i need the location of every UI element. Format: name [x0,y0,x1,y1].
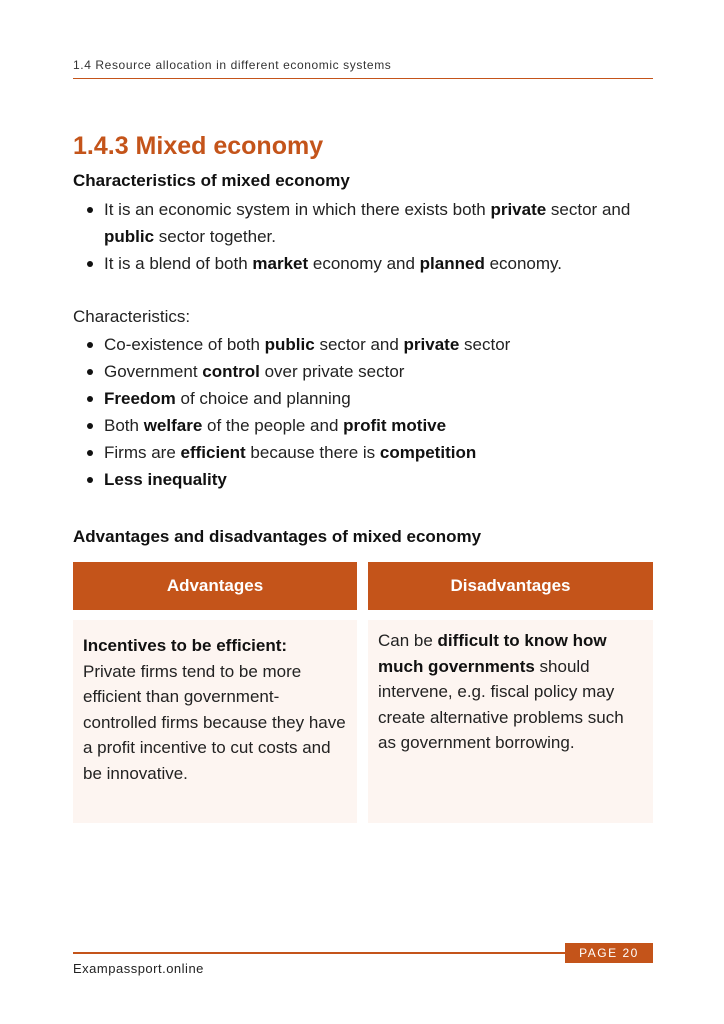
list-item: It is a blend of both market economy and planned economy. [84,250,674,277]
list-item: Government control over private sector [84,358,664,385]
section-title: 1.4.3 Mixed economy [73,132,324,160]
page-number-badge: PAGE 20 [565,943,653,963]
definition-list [84,196,674,277]
footer-site: Exampassport.online [73,961,204,976]
running-header: 1.4 Resource allocation in different economic systems [73,58,392,72]
list-item: Firms are efficient because there is competition [84,439,664,466]
disadvantages-column-header: Disadvantages [368,562,653,610]
list-item: Co-existence of both public sector and private sector [84,331,664,358]
advantages-column-header: Advantages [73,562,357,610]
header-divider [73,78,653,79]
advantage-text: Private firms tend to be more efficient than government-controlled firms because they have a profit incentive to cut costs and be innovative. [83,661,346,783]
characteristics-heading: Characteristics of mixed economy [73,171,350,190]
advantage-cell [73,620,357,823]
characteristics-list [84,331,664,493]
footer-divider [73,952,565,954]
list-item: It is an economic system in which there exists both private sector and public sector together. [84,196,674,250]
disadvantage-cell: Can be difficult to know how much governments should intervene, e.g. fiscal policy may create alternative problems such as government borrowing. [368,620,653,823]
list-item: Both welfare of the people and profit motive [84,412,664,439]
advantage-title: Incentives to be efficient: [83,636,288,655]
characteristics-label: Characteristics: [73,307,191,326]
list-item: Freedom of choice and planning [84,385,664,412]
list-item: Less inequality [84,466,664,493]
adv-disadv-heading: Advantages and disadvantages of mixed economy [73,527,482,546]
